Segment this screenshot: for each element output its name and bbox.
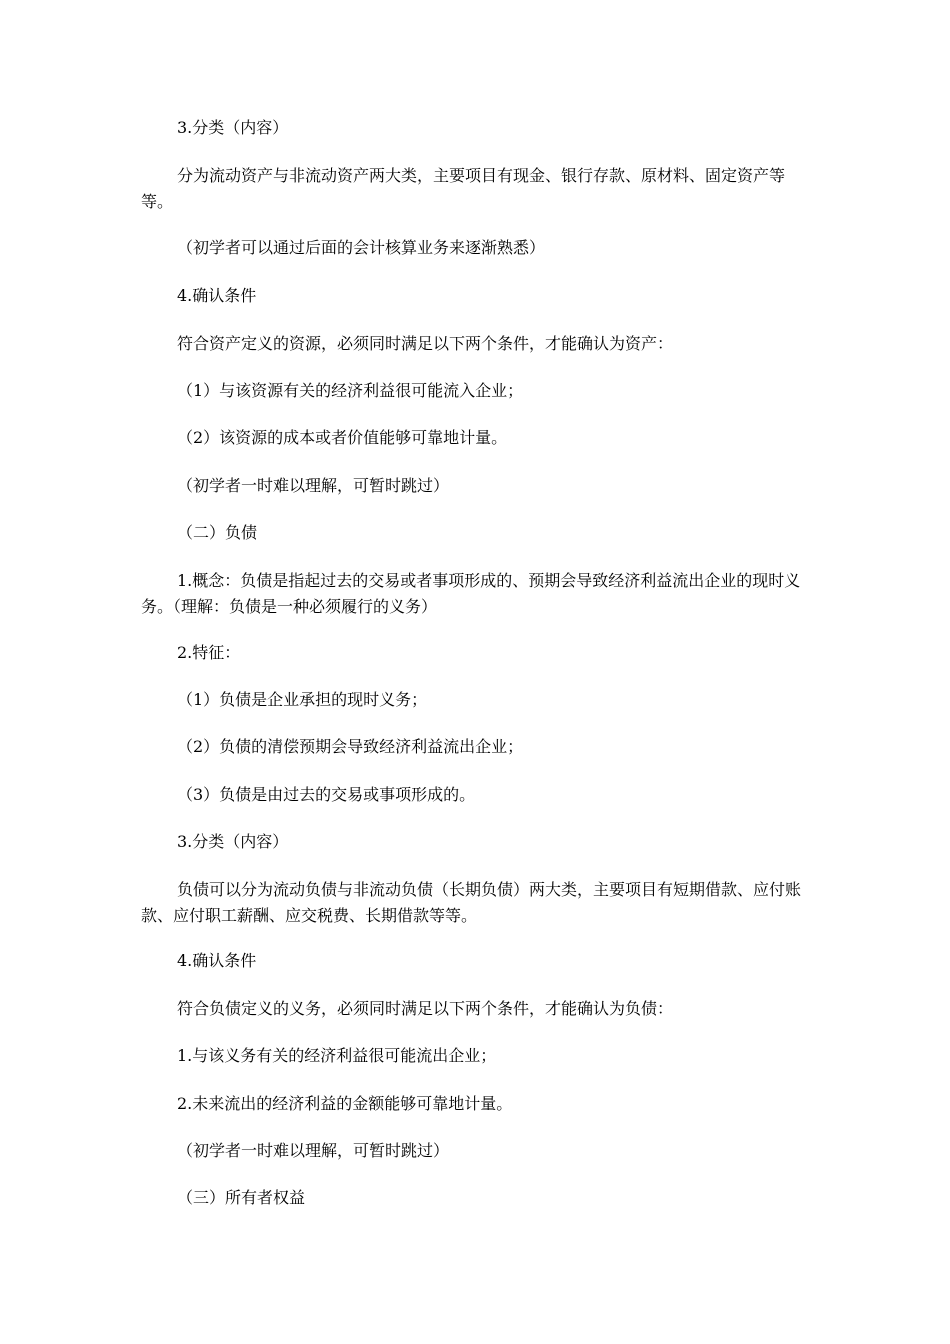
heading-liability-classification: 3.分类（内容）	[177, 832, 289, 851]
liability-feature-3: （3）负债是由过去的交易或事项形成的。	[177, 785, 476, 804]
paragraph-asset-classification: 分为流动资产与非流动资产两大类，主要项目有现金、银行存款、原材料、固定资产等等。	[141, 166, 786, 211]
note-liability-recognition: （初学者一时难以理解，可暂时跳过）	[177, 1141, 450, 1160]
note-asset-recognition: （初学者一时难以理解，可暂时跳过）	[177, 476, 450, 495]
liability-feature-1: （1）负债是企业承担的现时义务；	[177, 690, 428, 709]
asset-condition-1: （1）与该资源有关的经济利益很可能流入企业；	[177, 381, 524, 400]
heading-liability-recognition: 4.确认条件	[177, 951, 257, 970]
heading-asset-classification: 3.分类（内容）	[177, 118, 289, 137]
paragraph-asset-recognition: 符合资产定义的资源，必须同时满足以下两个条件，才能确认为资产：	[177, 334, 674, 353]
liability-condition-2: 2.未来流出的经济利益的金额能够可靠地计量。	[177, 1094, 513, 1113]
asset-condition-2: （2）该资源的成本或者价值能够可靠地计量。	[177, 428, 508, 447]
paragraph-liability-concept: 1.概念：负债是指起过去的交易或者事项形成的、预期会导致经济利益流出企业的现时义务。（理解：负债是一种必须履行的义务）	[141, 571, 801, 616]
paragraph-liability-recognition: 符合负债定义的义务，必须同时满足以下两个条件，才能确认为负债：	[177, 999, 674, 1018]
heading-liability-features: 2.特征：	[177, 643, 241, 662]
liability-feature-2: （2）负债的清偿预期会导致经济利益流出企业；	[177, 737, 524, 756]
section-heading-liabilities: （二）负债	[177, 523, 258, 542]
heading-asset-recognition: 4.确认条件	[177, 286, 257, 305]
paragraph-liability-classification: 负债可以分为流动负债与非流动负债（长期负债）两大类，主要项目有短期借款、应付账款、应付职工薪酬、应交税费、长期借款等等。	[141, 880, 802, 925]
note-asset-classification: （初学者可以通过后面的会计核算业务来逐渐熟悉）	[177, 238, 546, 257]
section-heading-owners-equity: （三）所有者权益	[177, 1188, 306, 1207]
liability-condition-1: 1.与该义务有关的经济利益很可能流出企业；	[177, 1046, 497, 1065]
